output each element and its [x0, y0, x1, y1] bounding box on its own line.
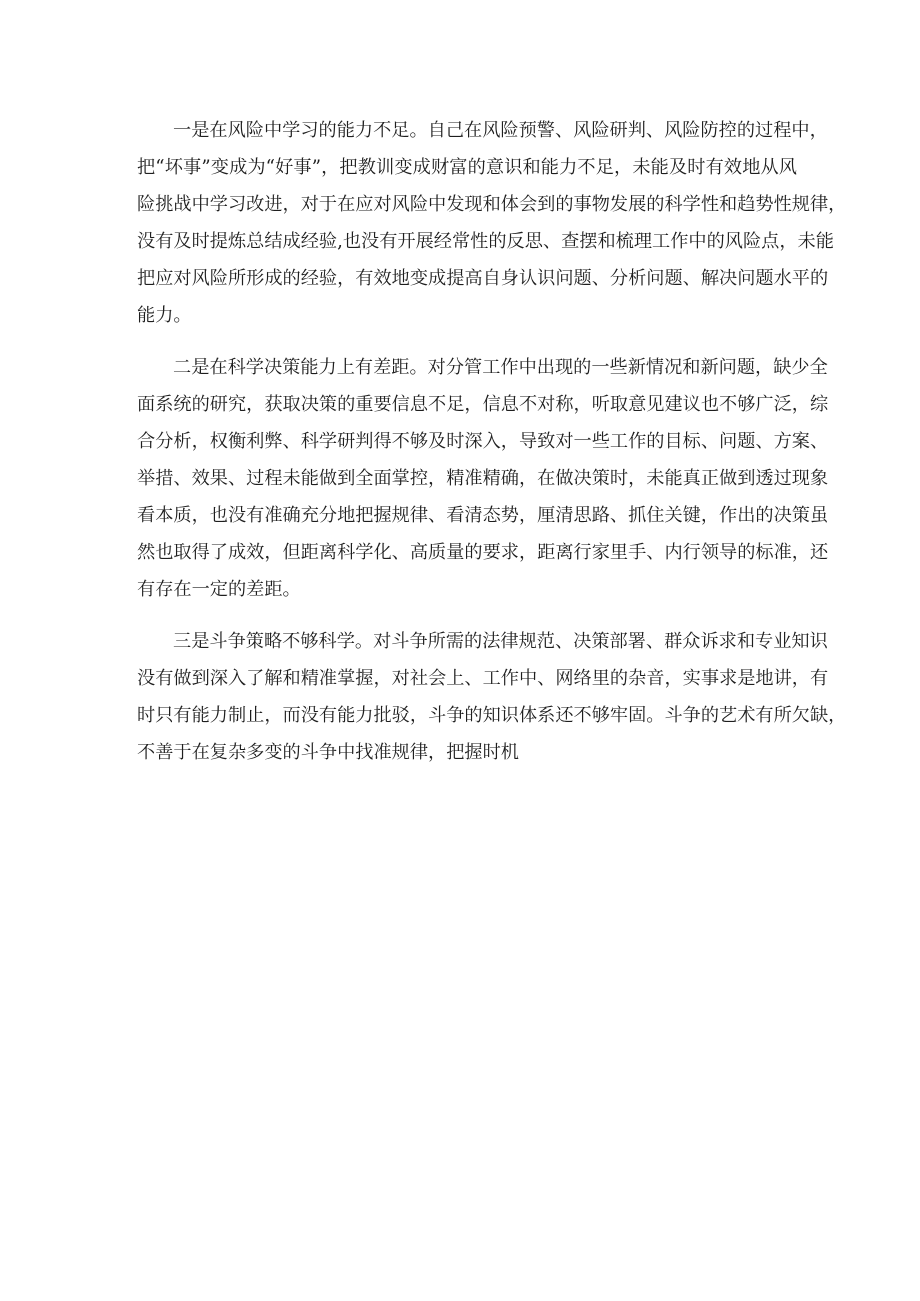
paragraph-line: 不善于在复杂多变的斗争中找准规律，把握时机: [137, 742, 519, 763]
paragraph-line: 合分析，权衡利弊、科学研判得不够及时深入，导致对一些工作的目标、问题、方案、: [137, 431, 829, 452]
paragraph-line: 没有及时提炼总结成经验,也没有开展经常性的反思、查摆和梳理工作中的风险点，未能: [137, 231, 834, 252]
paragraph-line: 险挑战中学习改进，对于在应对风险中发现和体会到的事物发展的科学性和趋势性规律，: [137, 194, 847, 215]
paragraph-line: 能力。: [137, 305, 192, 326]
paragraph-line: 把应对风险所形成的经验，有效地变成提高自身认识问题、分析问题、解决问题水平的: [137, 268, 829, 289]
paragraph-line: 没有做到深入了解和精准掌握，对社会上、工作中、网络里的杂音，实事求是地讲，有: [137, 668, 829, 689]
paragraph-line: 时只有能力制止，而没有能力批驳，斗争的知识体系还不够牢固。斗争的艺术有所欠缺，: [137, 705, 847, 726]
document-body: [137, 112, 847, 786]
paragraph-2: [137, 349, 829, 608]
paragraph-line: 举措、效果、过程未能做到全面掌控，精准精确，在做决策时，未能真正做到透过现象: [137, 468, 829, 489]
paragraph-line: 有存在一定的差距。: [137, 579, 301, 600]
paragraph-1: [137, 112, 847, 334]
paragraph-line: 二是在科学决策能力上有差距。对分管工作中出现的一些新情况和新问题，缺少全: [173, 357, 828, 378]
paragraph-line: 然也取得了成效，但距离科学化、高质量的要求，距离行家里手、内行领导的标准，还: [137, 542, 829, 563]
paragraph-line: 把“坏事”变成为“好事”，把教训变成财富的意识和能力不足，未能及时有效地从风: [137, 157, 797, 178]
paragraph-line: 三是斗争策略不够科学。对斗争所需的法律规范、决策部署、群众诉求和专业知识: [173, 631, 828, 652]
paragraph-line: 一是在风险中学习的能力不足。自己在风险预警、风险研判、风险防控的过程中，: [173, 120, 828, 141]
paragraph-line: 面系统的研究，获取决策的重要信息不足，信息不对称，听取意见建议也不够广泛，综: [137, 394, 829, 415]
paragraph-3: [137, 623, 847, 771]
paragraph-line: 看本质，也没有准确充分地把握规律、看清态势，厘清思路、抓住关键，作出的决策虽: [137, 505, 829, 526]
